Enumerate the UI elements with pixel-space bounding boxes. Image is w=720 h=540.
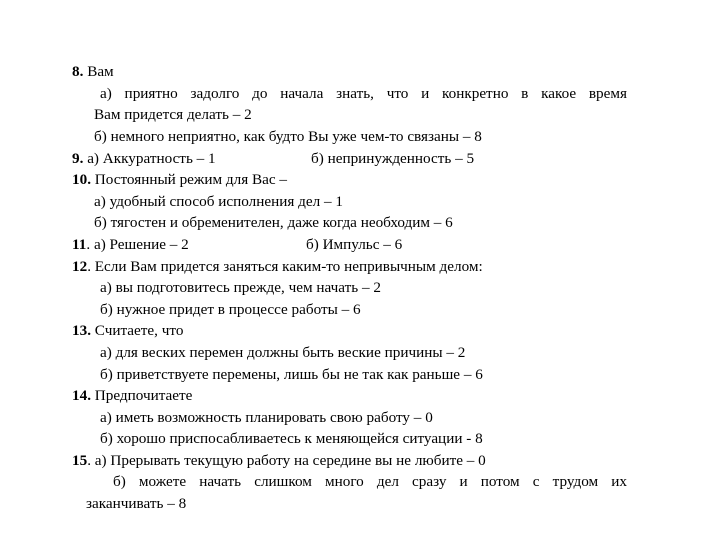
q8-heading (72, 63, 114, 81)
q15-option-b-line2: заканчивать – 8 (86, 495, 187, 512)
q14-option-b: б) хорошо приспосабливаетесь к меняющейся ситуации - 8 (100, 430, 483, 447)
q8-number: 8. (72, 63, 84, 80)
q10-heading (72, 171, 287, 189)
q12-number: 12 (72, 258, 88, 275)
q9-line (72, 150, 216, 168)
q13-option-a: а) для веских перемен должны быть веские причины – 2 (100, 344, 466, 361)
q15-heading (72, 452, 486, 470)
q14-heading (72, 387, 192, 405)
q11-option-a: . а) Решение – 2 (86, 236, 189, 253)
q14-text: Предпочитаете (94, 387, 193, 404)
q13-number: 13. (72, 322, 91, 339)
q8-option-b: б) немного неприятно, как будто Вы уже чем-то связаны – 8 (94, 128, 482, 145)
q9-number: 9. (72, 150, 84, 167)
q8-option-a-line1: а) приятно задолго до начала знать, что и конкретно в какое время (100, 85, 627, 102)
q14-number: 14. (72, 387, 91, 404)
q9-option-a: а) Аккуратность – 1 (87, 150, 216, 167)
q13-heading (72, 322, 183, 340)
q8-text: Вам (87, 63, 114, 80)
q12-option-b: б) нужное придет в процессе работы – 6 (100, 301, 361, 318)
q15-option-b-line1: б) можете начать слишком много дел сразу и потом с трудом их (113, 473, 627, 490)
q11-number: 11 (72, 236, 87, 253)
q15-text: . а) Прерывать текущую работу на середине вы не любите – 0 (87, 452, 486, 469)
q12-option-a: а) вы подготовитесь прежде, чем начать – 2 (100, 279, 381, 296)
q15-number: 15 (72, 452, 88, 469)
q11-option-b: б) Импульс – 6 (306, 236, 403, 253)
q12-heading (72, 258, 483, 276)
q10-text: Постоянный режим для Вас – (94, 171, 288, 188)
q13-text: Считаете, что (94, 322, 184, 339)
q14-option-a: а) иметь возможность планировать свою работу – 0 (100, 409, 433, 426)
q10-number: 10. (72, 171, 91, 188)
q10-option-b: б) тягостен и обременителен, даже когда необходим – 6 (94, 214, 453, 231)
q10-option-a: а) удобный способ исполнения дел – 1 (94, 193, 343, 210)
q8-option-a-line2: Вам придется делать – 2 (94, 106, 252, 123)
q13-option-b: б) приветствуете перемены, лишь бы не так как раньше – 6 (100, 366, 483, 383)
q11-line (72, 236, 189, 254)
q12-text: . Если Вам придется заняться каким-то непривычным делом: (87, 258, 483, 275)
q9-option-b: б) непринужденность – 5 (311, 150, 475, 167)
